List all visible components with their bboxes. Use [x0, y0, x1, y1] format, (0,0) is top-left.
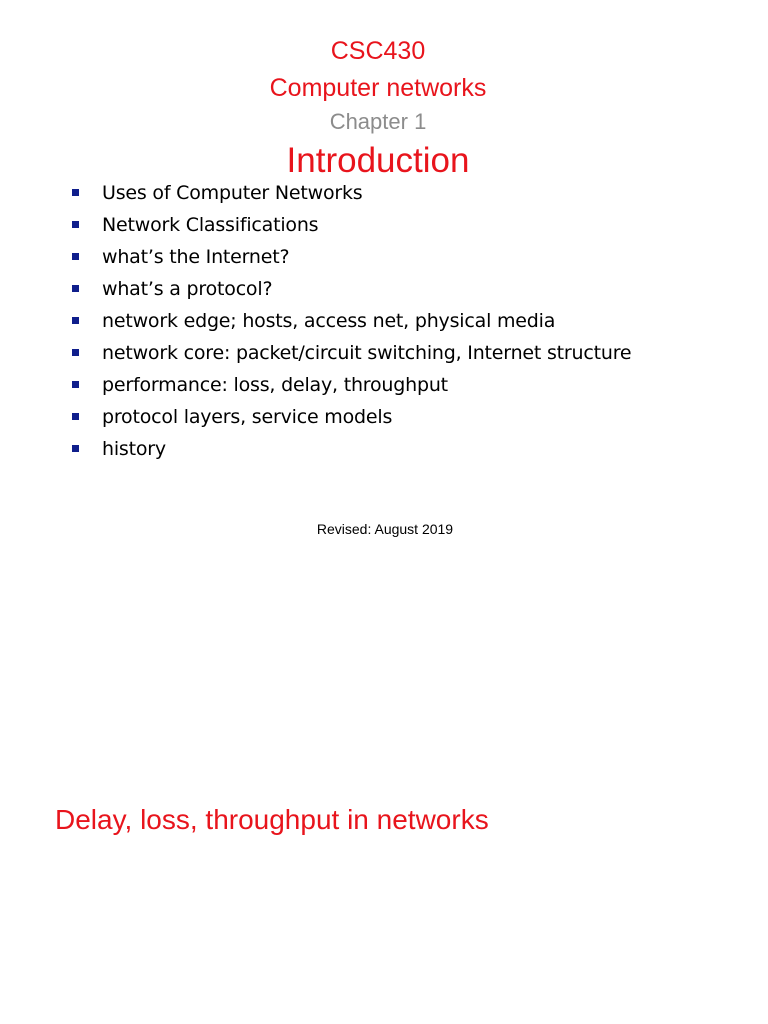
course-title: Computer networks [269, 74, 487, 102]
list-item-text: network edge; hosts, access net, physical media [102, 310, 556, 332]
list-item-text: Uses of Computer Networks [102, 182, 363, 204]
slide-heading: Introduction [286, 141, 470, 180]
square-bullet-icon [72, 349, 79, 356]
square-bullet-icon [72, 189, 79, 196]
square-bullet-icon [72, 221, 79, 228]
square-bullet-icon [72, 413, 79, 420]
square-bullet-icon [72, 253, 79, 260]
list-item-text: network core: packet/circuit switching, Internet structure [102, 342, 632, 364]
list-item [72, 404, 632, 430]
list-item [72, 276, 632, 302]
list-item-text: performance: loss, delay, throughput [102, 374, 448, 396]
list-item-text: Network Classifications [102, 214, 319, 236]
list-item [72, 212, 632, 238]
list-item [72, 436, 632, 462]
section-heading: Delay, loss, throughput in networks [55, 804, 489, 835]
square-bullet-icon [72, 317, 79, 324]
course-code: CSC430 [330, 37, 426, 65]
chapter-label: Chapter 1 [329, 109, 427, 134]
square-bullet-icon [72, 285, 79, 292]
list-item [72, 180, 632, 206]
list-item [72, 308, 632, 334]
list-item [72, 372, 632, 398]
revision-note: Revised: August 2019 [316, 521, 454, 537]
topic-list [72, 180, 632, 468]
list-item [72, 340, 632, 366]
list-item-text: history [102, 438, 166, 460]
list-item-text: what’s the Internet? [102, 246, 290, 268]
list-item [72, 244, 632, 270]
list-item-text: protocol layers, service models [102, 406, 393, 428]
square-bullet-icon [72, 381, 79, 388]
square-bullet-icon [72, 445, 79, 452]
list-item-text: what’s a protocol? [102, 278, 273, 300]
